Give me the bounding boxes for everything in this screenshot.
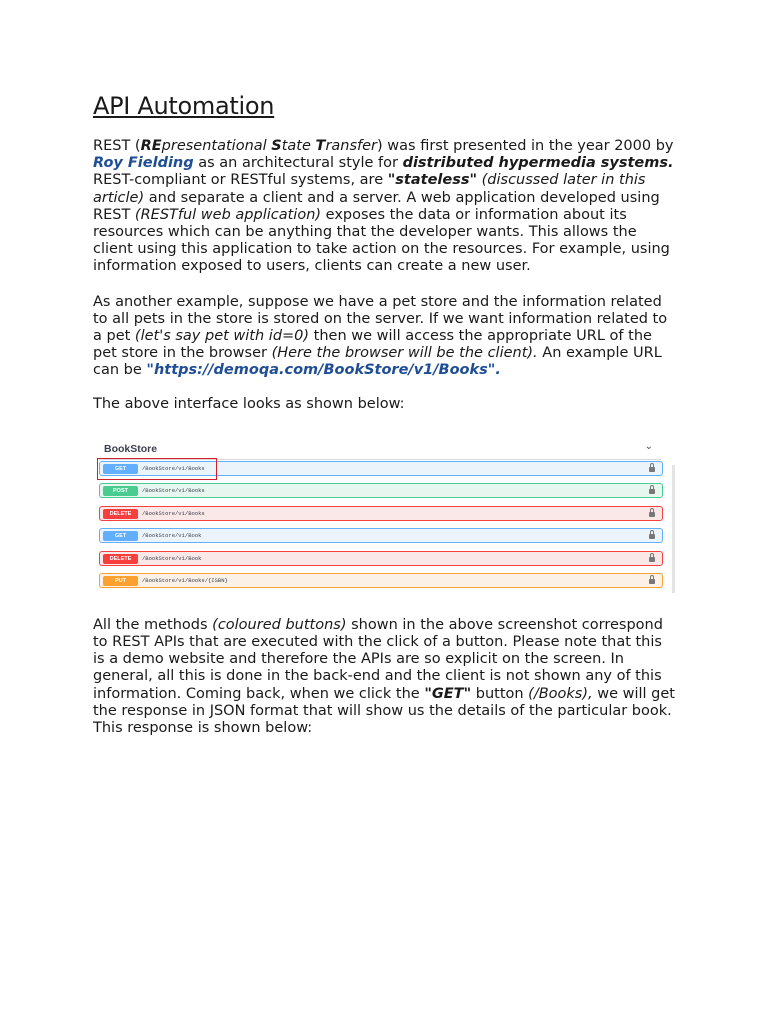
- operation-row[interactable]: [99, 483, 663, 498]
- section-header[interactable]: [99, 439, 661, 460]
- endpoint-path: /BookStore/v1/Books: [142, 487, 205, 495]
- method-badge[interactable]: PUT: [103, 576, 138, 586]
- document-page: [93, 90, 677, 737]
- lock-icon[interactable]: [649, 463, 655, 472]
- get-books-highlight: [97, 458, 217, 480]
- lock-icon[interactable]: [649, 553, 655, 562]
- paragraph-rest-intro: REST (REpresentational State Transfer) was first presented in the year 2000 by Roy Fielding as an architectural style for distributed hypermedia systems. REST-compliant or RESTful systems, are "stateless" (discussed later in this article) and separate a client and a server. A web application developed using REST (RESTful web application) exposes the data or information about its resources which can be anything that the developer wants. This allows the client using this application to take action on the resources. For example, using information exposed to users, clients can create a new user.: [93, 138, 674, 275]
- operation-row[interactable]: [99, 506, 663, 521]
- scrollbar-track[interactable]: [672, 465, 675, 593]
- operation-row[interactable]: [99, 573, 663, 588]
- screenshot-panel: [93, 435, 675, 595]
- section-title: BookStore: [104, 442, 158, 455]
- endpoint-path: /BookStore/v1/Books: [142, 509, 205, 517]
- method-badge[interactable]: GET: [103, 531, 138, 541]
- paragraph-interface-intro: The above interface looks as shown below:: [93, 395, 405, 412]
- paragraph-pet-store: As another example, suppose we have a pet store and the information related to all pets in the store is stored on the server. If we want information related to a pet (let's say pet with id=0) then we will access the appropriate URL of the pet store in the browser (Here the browser will be the client). An example URL can be "https://demoqa.com/BookStore/v1/Books".: [93, 293, 668, 379]
- endpoint-path: /BookStore/v1/Book: [142, 532, 202, 540]
- operation-row[interactable]: [99, 551, 663, 566]
- page-title: API Automation: [93, 92, 275, 120]
- method-badge[interactable]: GET: [103, 464, 138, 474]
- method-badge[interactable]: DELETE: [103, 554, 138, 564]
- lock-icon[interactable]: [649, 485, 655, 494]
- paragraph-methods: All the methods (coloured buttons) shown in the above screenshot correspond to REST APIs that are executed with the click of a button. Please note that this is a demo website and therefore the APIs are so explicit on the screen. In general, all this is done in the back-end and the client is not shown any of this information. Coming back, when we click the "GET" button (/Books), we will get the response in JSON format that will show us the details of the particular book. This response is shown below:: [93, 616, 675, 737]
- lock-icon[interactable]: [649, 575, 655, 584]
- lock-icon[interactable]: [649, 530, 655, 539]
- chevron-down-icon[interactable]: ⌄: [644, 440, 653, 452]
- lock-icon[interactable]: [649, 508, 655, 517]
- method-badge[interactable]: POST: [103, 486, 138, 496]
- endpoint-path: /BookStore/v1/Book: [142, 554, 202, 562]
- operation-row[interactable]: [99, 528, 663, 543]
- roy-fielding-link[interactable]: Roy Fielding: [93, 155, 194, 172]
- bookstore-api-screenshot: [93, 435, 675, 595]
- bookstore-url-link[interactable]: "https://demoqa.com/BookStore/v1/Books".: [146, 362, 501, 379]
- endpoint-path: /BookStore/v1/Books/{ISBN}: [142, 577, 228, 585]
- method-badge[interactable]: DELETE: [103, 509, 138, 519]
- endpoint-path: /BookStore/v1/Books: [142, 464, 205, 472]
